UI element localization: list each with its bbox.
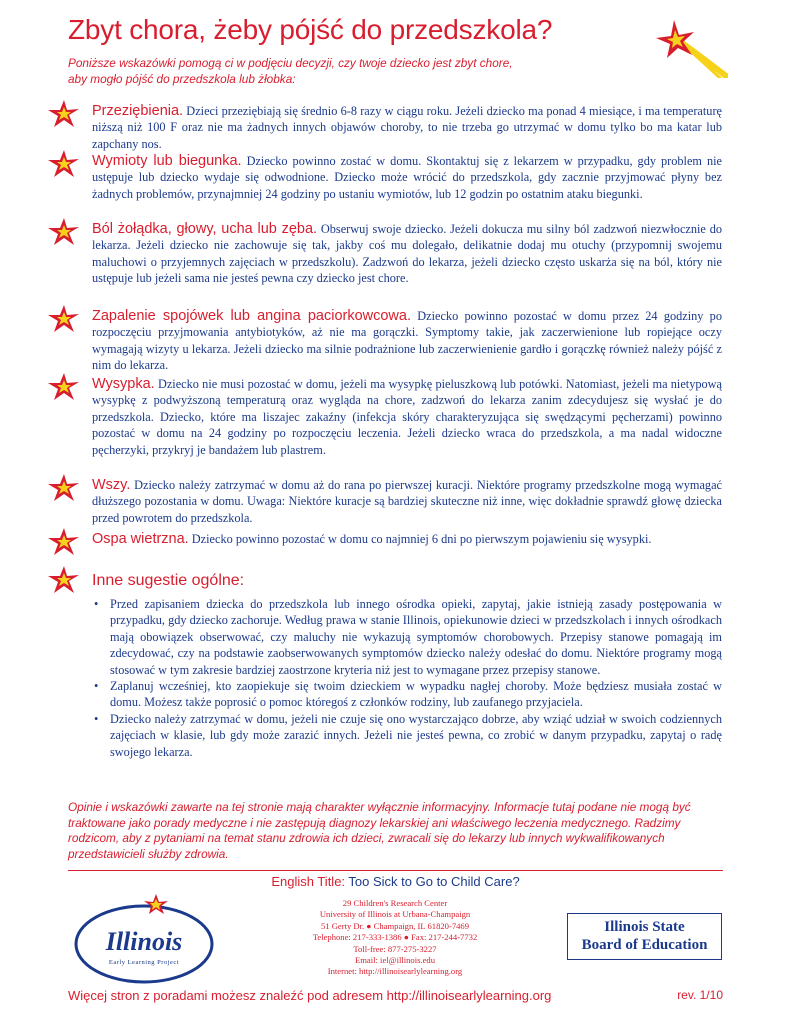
section-text: Dziecko powinno pozostać w domu co najmniej 6 dni po pierwszym pojawieniu się wysypki. — [188, 532, 652, 546]
red-star-icon — [48, 150, 80, 180]
section-heading: Ból żołądka, głowy, ucha lub zęba. — [92, 221, 318, 237]
red-star-icon — [48, 373, 80, 403]
logo-word: Illinois — [105, 927, 183, 956]
contact-line: 51 Gerty Dr. ● Champaign, IL 61820-7469 — [320, 920, 470, 931]
disclaimer: Opinie i wskazówki zawarte na tej stronie mają charakter wyłącznie informacyjny. Informacje tutaj podane nie mogą być traktowane jako porady medyczne i nie zastępują diagnozy lekarskiej ani właściwego leczenia medycznego. Radzimy rodzicom, aby z pytaniami na temat stanu zdrowia ich dzieci, zwracali się do lekarzy lub innych wykwalifikowanych przedstawicieli służby zdrowia. — [68, 800, 691, 861]
intro-line: Poniższe wskazówki pomogą ci w podjęciu decyzji, czy twoje dziecko jest zbyt chore, — [68, 56, 513, 70]
list-item-text: Zaplanuj wcześniej, kto zaopiekuje się twoim dzieckiem w wypadku nagłej choroby. Może będziesz musiała zostać w domu. Możesz także poprosić o pomoc któregoś z członków rodziny, lub zaufanego przyjaciela. — [110, 679, 722, 710]
shooting-star-icon — [648, 18, 728, 78]
section-rash — [92, 376, 722, 458]
intro-line: aby mogło pójść do przedszkola lub żłobka: — [68, 71, 296, 86]
list-item-text: Przed zapisaniem dziecka do przedszkola lub innego ośrodka opieki, zapytaj, jakie istnieją zasady postępowania w przypadku, gdy dziecko zachoruje. Według prawa w stanie Illinois, opiekunowie dzieci w przedszkolach i innych ośrodkach mają obowiązek obserwować, czy maluchy nie wykazują symptomów chorobowych. Przepisy stanowe pomagają im zdecydować, czy na podstawie zaobserwowanych symptomów dziecko należy odesłać do domu. Niektóre programy mogą stosować w tym zakresie bardziej zaostrzone kryteria niż jest to wymagane przez przepisy stanowe. — [110, 597, 722, 677]
page-title: Zbyt chora, żeby pójść do przedszkola? — [68, 14, 553, 45]
red-star-icon — [48, 100, 80, 130]
logo-sub: Early Learning Project — [108, 959, 180, 966]
intro-text — [68, 56, 608, 87]
bullet-dot: • — [94, 597, 99, 611]
list-item — [92, 596, 722, 678]
section-text: Dziecko powinno zostać w domu. Skontaktuj się z lekarzem w przypadku, gdy problem nie ustępuje lub dziecko wydaje się odwodnione. Dziecko może wrócić do przedszkola, gdy zacznie przyjmować płyny bez żadnych problemów, przynajmniej 24 godziny po ustaniu wymiotów, lub 12 godzin po ostatnim ataku biegunki. — [92, 154, 722, 201]
contact-line: 29 Children's Research Center — [342, 898, 448, 908]
section-text: Dziecko nie musi pozostać w domu, jeżeli ma wysypkę pieluszkową lub potówki. Natomiast, jeżeli ma nietypową wysypkę z podwyższoną temperaturą oraz wygląda na chore, zadzwoń do lekarza zanim zdecydujesz się wysłać je do przedszkola. Dziecko, które ma liszajec zakaźny (infekcja skóry charakteryzująca się swędzącymi pęcherzami) powinno pozostać w domu na 24 godziny po rozpoczęciu leczenia. Jeżeli dziecko wraca do przedszkola, a ma nadal widoczne pęcherzyki, przykryj je bandażem lub plastrem. — [92, 377, 722, 457]
divider — [68, 870, 723, 871]
section-lice — [92, 477, 722, 526]
english-title-label: English Title: — [271, 874, 346, 889]
contact-line: Email: iel@illinois.edu — [355, 955, 435, 966]
red-star-icon — [48, 305, 80, 335]
bullet-dot: • — [94, 711, 99, 726]
english-title-text: Too Sick to Go to Child Care? — [348, 874, 520, 889]
isbe-line: Illinois State — [604, 919, 685, 935]
section-chickenpox — [92, 531, 722, 547]
red-star-icon — [48, 218, 80, 248]
contact-line: Toll-free: 877-275-3227 — [353, 943, 437, 954]
section-text: Dziecko powinno pozostać w domu przez 24 godziny po rozpoczęciu przyjmowania antybiotyków, aż nie ma gorączki. Symptomy takie, jak zaczerwienione lub ropiejące oczy wymagają wizyty u lekarza. Jeżeli dziecko ma silnie podrażnione lub zaczerwienienie gardło i gorączkę również należy pójść z nim do lekarza. — [92, 309, 722, 373]
section-vomiting — [92, 153, 722, 202]
section-heading: Zapalenie spojówek lub angina paciorkowcowa. — [92, 308, 411, 324]
section-pinkeye — [92, 308, 722, 374]
list-item — [92, 678, 722, 711]
contact-line: Internet: http://illinoisearlylearning.org — [327, 966, 463, 977]
section-heading: Ospa wietrzna. — [92, 531, 189, 547]
footer-text: Więcej stron z poradami możesz znaleźć pod adresem http://illinoisearlylearning.org — [68, 988, 552, 1003]
red-star-icon — [48, 474, 80, 504]
isbe-line: Board of Education — [581, 937, 708, 953]
section-heading: Wymioty lub biegunka. — [92, 153, 242, 169]
contact-block — [280, 898, 510, 978]
section-pain — [92, 221, 722, 287]
isbe-logo — [567, 913, 722, 960]
contact-line: University of Illinois at Urbana-Champaign — [319, 909, 471, 920]
general-list — [92, 596, 722, 760]
section-heading: Przeziębienia. — [92, 103, 184, 119]
revision: rev. 1/10 — [677, 988, 723, 1002]
section-colds — [92, 103, 722, 152]
list-item-text: Dziecko należy zatrzymać w domu, jeżeli nie czuje się ono wystarczająco dobrze, aby wziąć udział w swoich codziennych zajęciach w klasie, lub gdy może zarazić innych. Jeżeli nie jesteś pewna, co zrobić w danym przypadku, zapytaj o radę swojego lekarza. — [110, 711, 722, 759]
general-heading: Inne sugestie ogólne: — [92, 572, 245, 589]
red-star-icon — [48, 528, 80, 558]
section-text: Dzieci przeziębiają się średnio 6-8 razy w ciągu roku. Jeżeli dziecko ma ponad 4 miesiące, i ma temperaturę niższą niż 100 F oraz nie ma żadnych innych objawów choroby, to nie trzeba go utrzymać w domu tylko bo ma katar lub zapchany nos. — [92, 104, 722, 151]
bullet-dot: • — [94, 679, 99, 694]
section-heading: Wszy. — [92, 477, 131, 493]
section-text: Dziecko należy zatrzymać w domu aż do rana po pierwszej kuracji. Niektóre programy przedszkolne mogą wymagać dłuższego pozostania w domu. Uwaga: Niektóre kuracje są bardziej skuteczne niż inne, więc dokładnie sprawdź głowę dziecka przed powrotem do przedszkola. — [92, 478, 722, 525]
section-heading: Wysypka. — [92, 376, 155, 392]
contact-line: Telephone: 217-333-1386 ● Fax: 217-244-7732 — [312, 932, 478, 943]
illinois-elp-logo — [72, 892, 222, 987]
english-title — [0, 874, 791, 889]
list-item — [92, 711, 722, 760]
section-text: Obserwuj swoje dziecko. Jeżeli dokucza mu silny ból zadzwoń niezwłocznie do lekarza. Jeżeli dziecko nie zachowuje się tak, jakby coś mu dolegało, delikatnie dodaj mu otuchy (przypomnij swojemu maluchowi o przyjemnych zajęciach w przedszkolu). Zadzwoń do lekarza, jeżeli dziecko często uskarża się na ból, który nie ustępuje lub jeżeli sama nie jesteś pewna czy dziecko jest chore. — [92, 222, 722, 286]
red-star-icon — [48, 566, 80, 596]
